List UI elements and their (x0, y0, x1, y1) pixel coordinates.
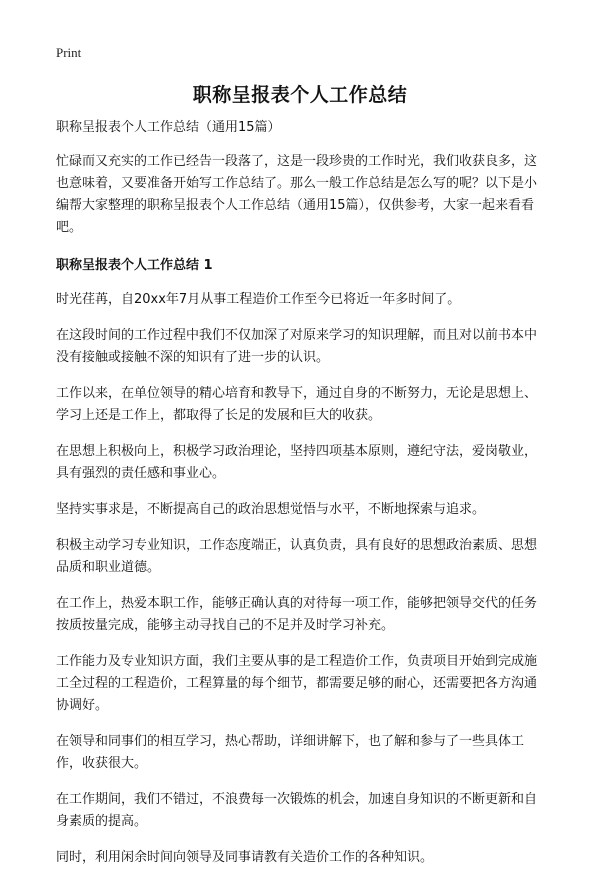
body-paragraph: 在工作上，热爱本职工作，能够正确认真的对待每一项工作，能够把领导交代的任务按质按量完成，能够主动寻找自己的不足并及时学习补充。 (56, 596, 538, 633)
body-paragraph: 在这段时间的工作过程中我们不仅加深了对原来学习的知识理解，而且对以前书本中没有接触或接触不深的知识有了进一步的认识。 (56, 328, 538, 365)
body-paragraph: 在领导和同事们的相互学习，热心帮助，详细讲解下，也了解和参与了一些具体工作，收获很大。 (56, 734, 525, 771)
body-paragraph: 坚持实事求是，不断提高自己的政治思想觉悟与水平，不断地探索与追求。 (56, 502, 486, 517)
body-paragraph: 积极主动学习专业知识，工作态度端正，认真负责，具有良好的思想政治素质、思想品质和职业道德。 (56, 538, 538, 575)
body-paragraph: 工作以来，在单位领导的精心培育和教导下，通过自身的不断努力，无论是思想上、学习上还是工作上，都取得了长足的发展和巨大的收获。 (56, 386, 538, 423)
body-paragraph: 在思想上积极向上，积极学习政治理论，坚持四项基本原则，遵纪守法，爱岗敬业，具有强烈的责任感和事业心。 (56, 444, 538, 481)
body-paragraph: 同时，利用闲余时间向领导及同事请教有关造价工作的各种知识。 (56, 850, 434, 865)
document-body (56, 117, 546, 883)
document-subtitle: 职称呈报表个人工作总结（通用15篇） (56, 120, 281, 135)
body-paragraph: 在工作期间，我们不错过，不浪费每一次锻炼的机会，加速自身知识的不断更新和自身素质的提高。 (56, 792, 538, 829)
document-title: 职称呈报表个人工作总结 (192, 84, 408, 106)
print-link[interactable]: Print (56, 45, 82, 60)
intro-paragraph: 忙碌而又充实的工作已经告一段落了，这是一段珍贵的工作时光，我们收获良多，这也意味着，又要准备开始写工作总结了。那么一般工作总结是怎么写的呢？以下是小编帮大家整理的职称呈报表个人工作总结（通用15篇），仅供参考，大家一起来看看吧。 (56, 154, 538, 235)
body-paragraph: 工作能力及专业知识方面，我们主要从事的是工程造价工作，负责项目开始到完成施工全过程的工程造价，工程算量的每个细节，都需要足够的耐心，还需要把各方沟通协调好。 (56, 654, 538, 713)
body-paragraph: 时光荏苒，自20xx年7月从事工程造价工作至今已将近一年多时间了。 (56, 292, 461, 307)
section-heading: 职称呈报表个人工作总结 1 (56, 258, 213, 273)
